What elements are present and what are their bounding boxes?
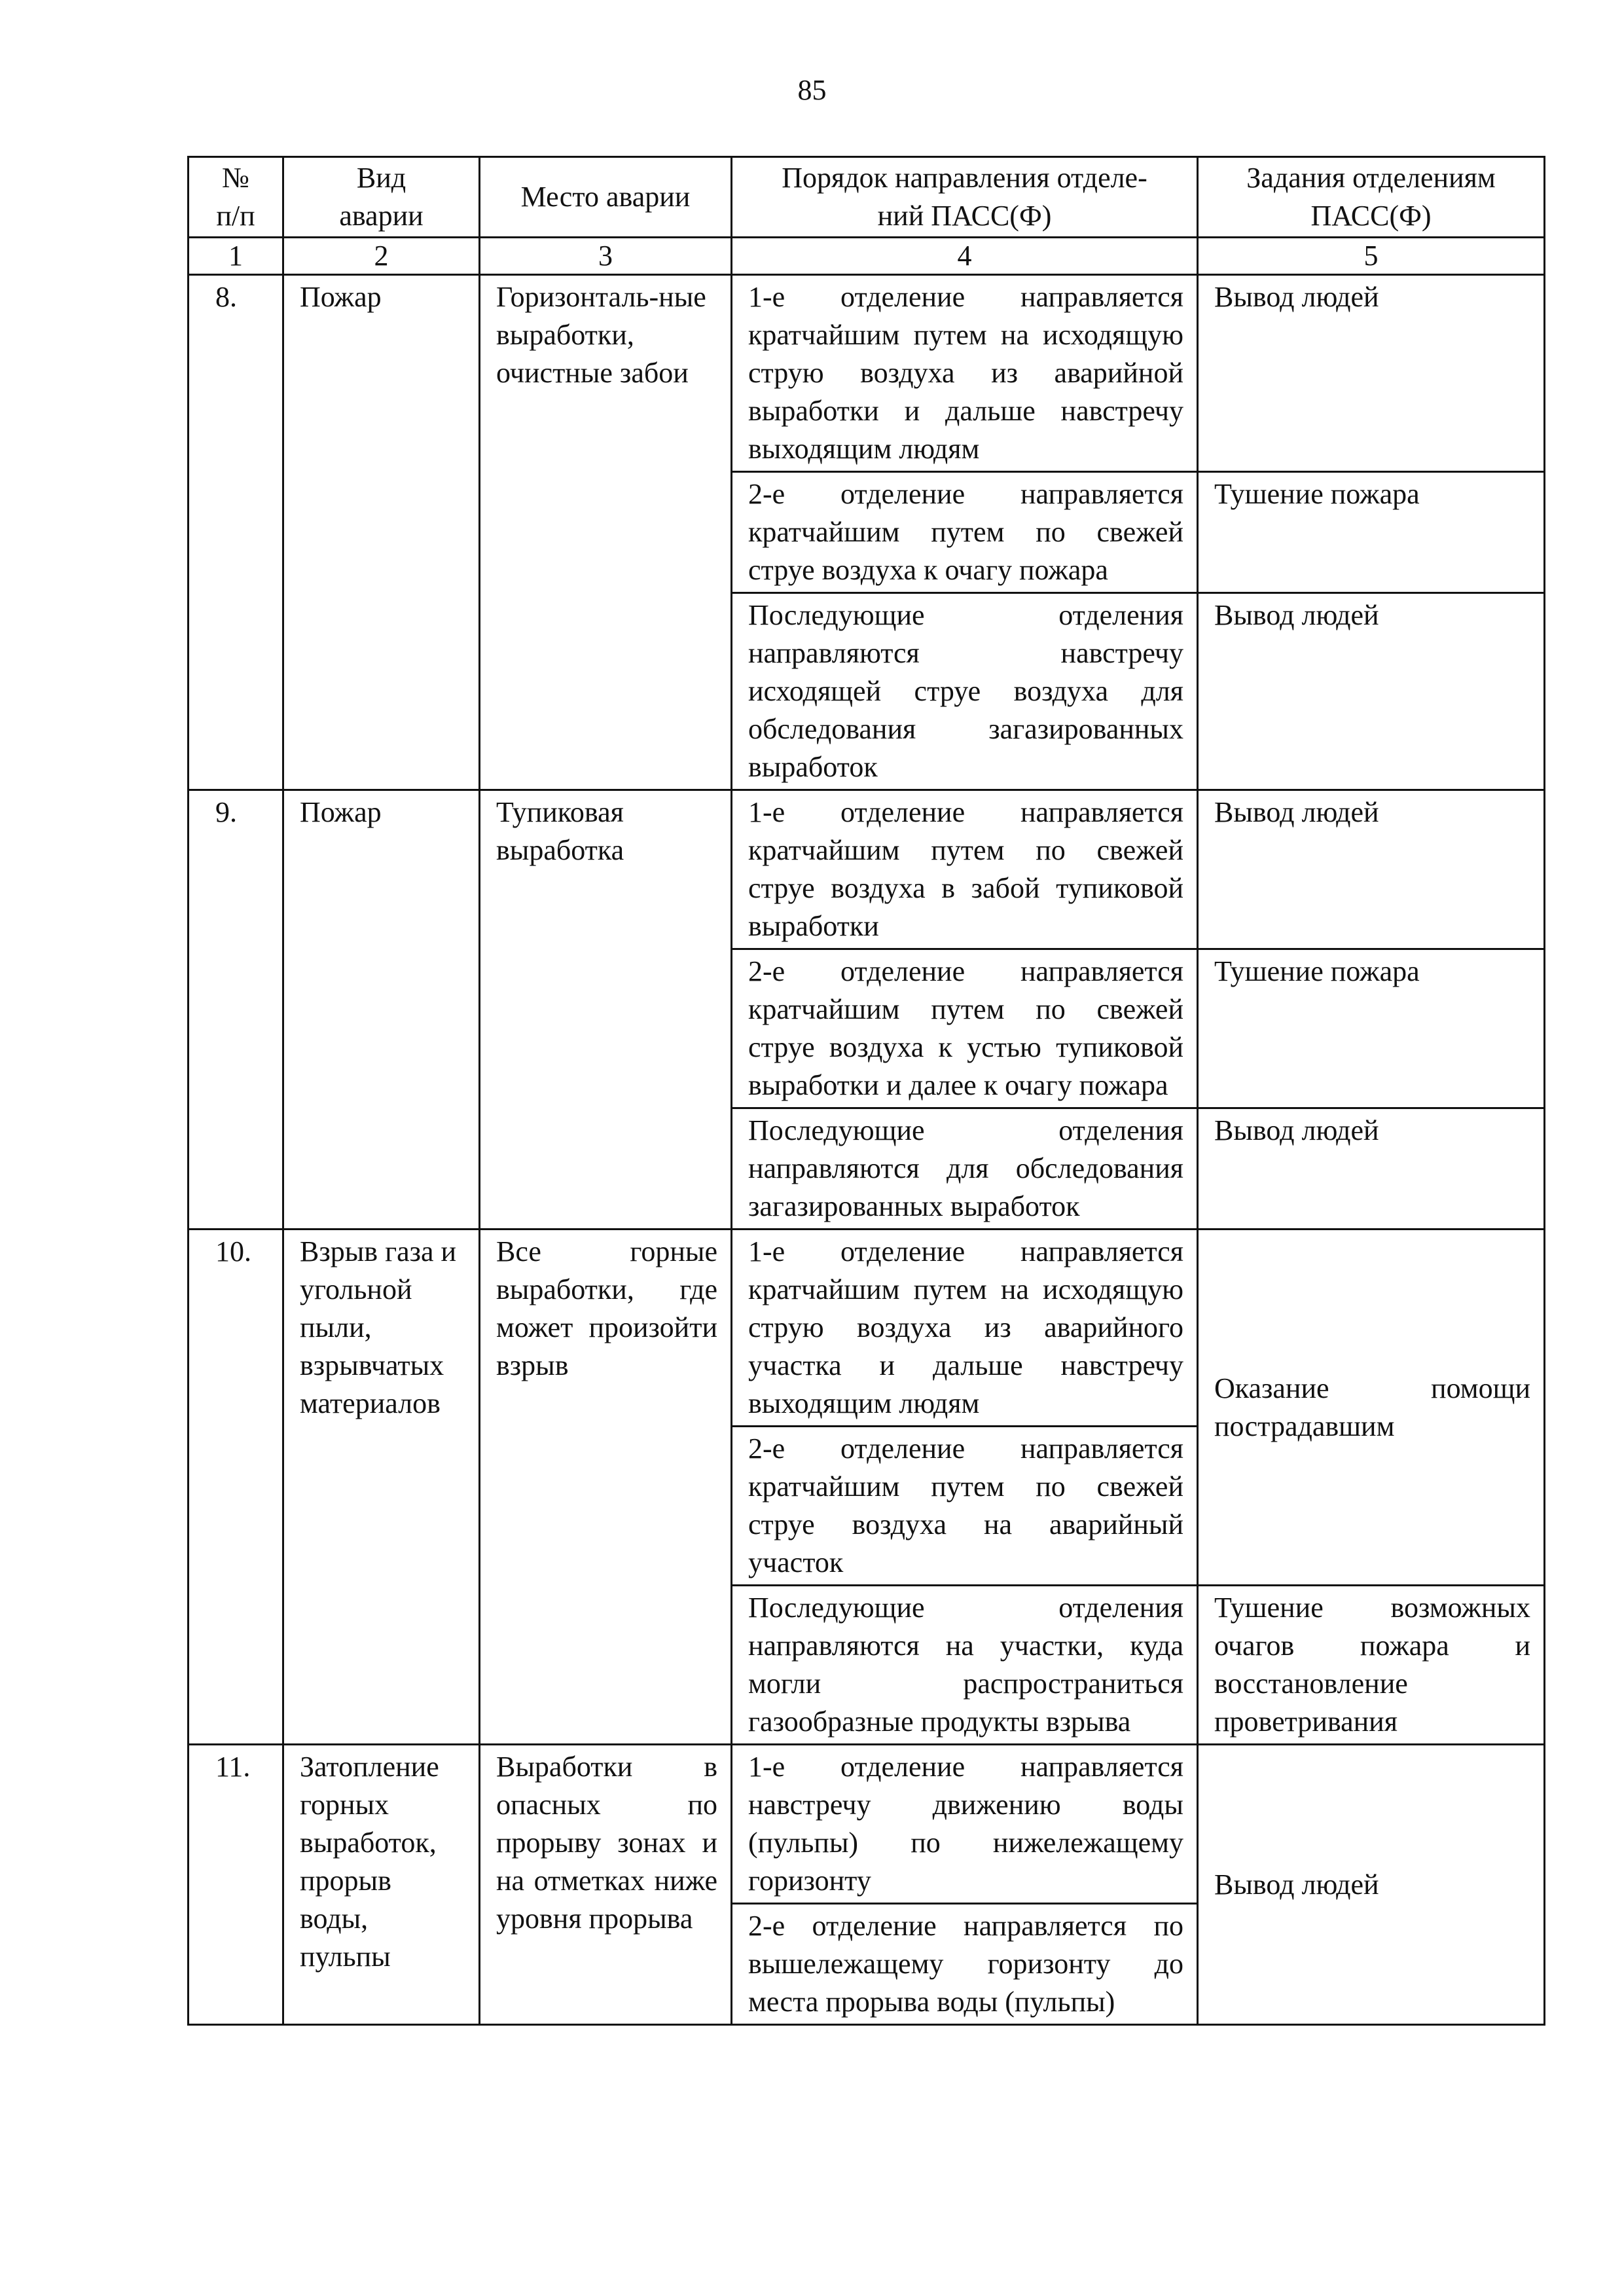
response-task: Вывод людей [1198,1108,1545,1230]
table-row [189,1745,1545,1904]
response-order: 2-е отделение направляется кратчайшим путем по свежей струе воздуха к устью тупиковой выработки и далее к очагу пожара [732,949,1198,1108]
response-order: 1-е отделение направляется кратчайшим путем по свежей струе воздуха в забой тупиковой выработки [732,790,1198,949]
row-number: 8. [189,275,283,790]
accident-type: Взрыв газа и угольной пыли, взрывчатых материалов [283,1230,480,1745]
header-num: № п/п [189,157,283,238]
table-row [189,1230,1545,1427]
column-number: 2 [283,238,480,275]
accident-type: Затопление горных выработок, прорыв воды, пульпы [283,1745,480,2025]
accident-type: Пожар [283,275,480,790]
response-order: 1-е отделение направляется кратчайшим путем на исходящую струю воздуха из аварийного участка и дальше навстречу выходящим людям [732,1230,1198,1427]
header-row [189,157,1545,238]
table-row [189,275,1545,472]
header-order: Порядок направления отделе- ний ПАСС(Ф) [732,157,1198,238]
accident-type: Пожар [283,790,480,1230]
row-number: 11. [189,1745,283,2025]
accident-place: Тупиковая выработка [480,790,732,1230]
row-number: 9. [189,790,283,1230]
response-order: Последующие отделения направляются навстречу исходящей струе воздуха для обследования загазированных выработок [732,593,1198,790]
row-number: 10. [189,1230,283,1745]
response-order: 2-е отделение направляется кратчайшим путем по свежей струе воздуха на аварийный участок [732,1427,1198,1586]
column-number: 1 [189,238,283,275]
response-order: Последующие отделения направляются на участки, куда могли распространиться газообразные продукты взрыва [732,1586,1198,1745]
response-task: Тушение возможных очагов пожара и восстановление проветривания [1198,1586,1545,1745]
response-task: Вывод людей [1198,593,1545,790]
header-tasks: Задания отделениям ПАСС(Ф) [1198,157,1545,238]
accident-place: Горизонталь-ные выработки, очистные забои [480,275,732,790]
response-task: Вывод людей [1198,1745,1545,2025]
response-task: Вывод людей [1198,790,1545,949]
response-task: Тушение пожара [1198,949,1545,1108]
response-order: 2-е отделение направляется кратчайшим путем по свежей струе воздуха к очагу пожара [732,472,1198,593]
table-row [189,790,1545,949]
page-number: 85 [797,74,827,106]
column-numbers-row [189,238,1545,275]
response-task: Вывод людей [1198,275,1545,472]
response-order: 1-е отделение направляется навстречу движению воды (пульпы) по нижележащему горизонту [732,1745,1198,1904]
response-task: Оказание помощи пострадавшим [1198,1230,1545,1586]
response-task: Тушение пожара [1198,472,1545,593]
header-accident-place: Место аварии [480,157,732,238]
response-order: 2-е отделение направляется по вышележащему горизонту до места прорыва воды (пульпы) [732,1904,1198,2025]
accident-place: Выработки в опасных по прорыву зонах и на отметках ниже уровня прорыва [480,1745,732,2025]
response-order: 1-е отделение направляется кратчайшим путем на исходящую струю воздуха из аварийной выработки и дальше навстречу выходящим людям [732,275,1198,472]
accident-response-table [187,156,1545,2026]
header-accident-type: Вид аварии [283,157,480,238]
column-number: 3 [480,238,732,275]
accident-place: Все горные выработки, где может произойти взрыв [480,1230,732,1745]
column-number: 4 [732,238,1198,275]
column-number: 5 [1198,238,1545,275]
response-order: Последующие отделения направляются для обследования загазированных выработок [732,1108,1198,1230]
